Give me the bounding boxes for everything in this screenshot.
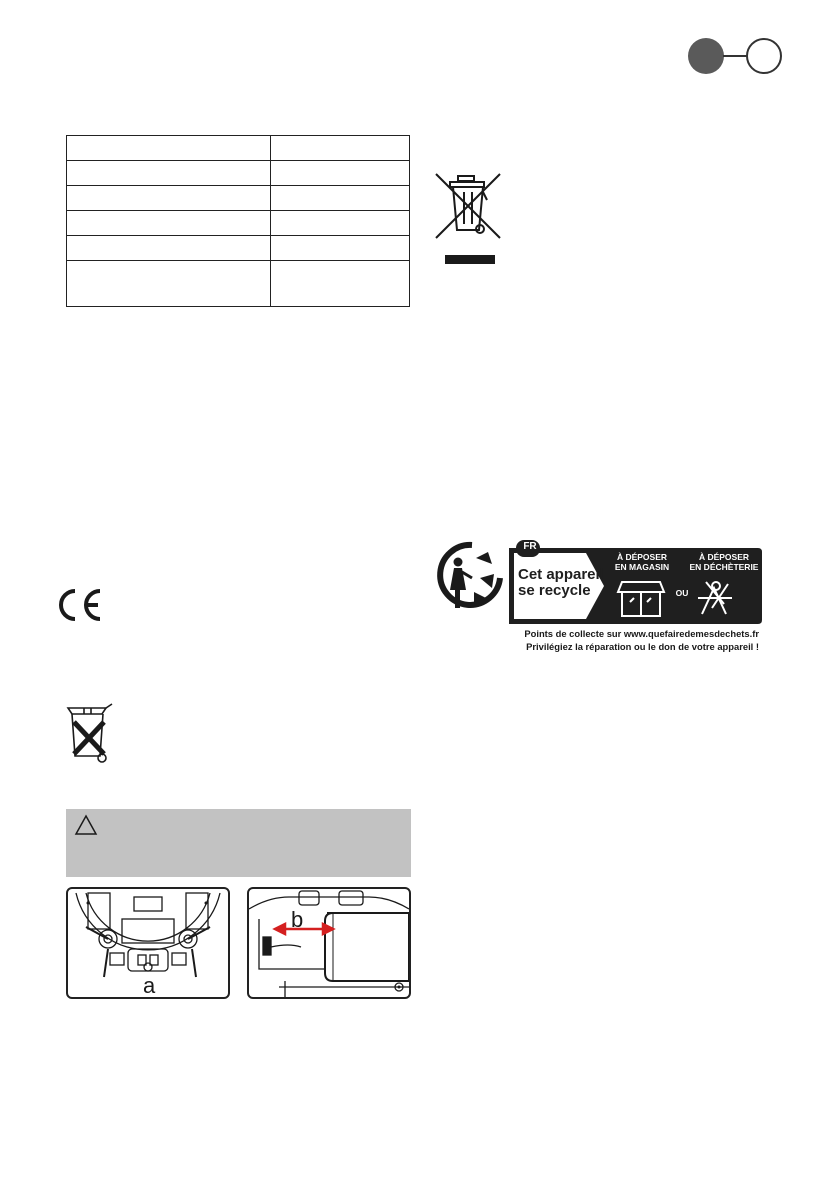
table-cell-value [271, 161, 410, 186]
table-cell-label [67, 211, 271, 236]
triman-option-store [608, 552, 676, 572]
table-cell-value [271, 236, 410, 261]
triman-headline-line2: se recycle [518, 582, 591, 599]
language-indicator-active [688, 38, 724, 74]
table-cell-value [271, 136, 410, 161]
weee-bin-icon [432, 170, 504, 266]
triman-option-waste-line1: À DÉPOSER [698, 552, 750, 562]
table-row [67, 211, 410, 236]
figure-a-label: a [143, 973, 156, 998]
warning-triangle-icon [74, 814, 98, 836]
table-cell-label [67, 136, 271, 161]
triman-option-waste [684, 552, 764, 572]
triman-icon [440, 545, 500, 608]
triman-footer [514, 627, 759, 653]
ce-mark-icon [54, 588, 104, 622]
triman-option-store-line1: À DÉPOSER [616, 552, 668, 562]
triman-or: OU [675, 588, 689, 598]
triman-option-waste-line2: EN DÉCHÈTERIE [689, 562, 759, 572]
triman-headline-line1: Cet appareil [518, 566, 604, 583]
triman-option-store-line2: EN MAGASIN [614, 562, 670, 572]
triman-footer-line2: Privilégiez la réparation ou le don de votre appareil ! [526, 641, 759, 652]
spec-table [66, 135, 410, 307]
battery-bin-icon [62, 700, 116, 766]
table-cell-label [67, 186, 271, 211]
triman-country: FR [523, 541, 537, 552]
figure-b-battery-compartment [247, 887, 411, 999]
table-row [67, 261, 410, 307]
table-cell-value [271, 211, 410, 236]
table-row [67, 236, 410, 261]
table-row [67, 136, 410, 161]
figure-b-label: b [291, 907, 304, 932]
table-cell-label [67, 161, 271, 186]
table-cell-label [67, 261, 271, 307]
ce-mark-text [54, 588, 55, 589]
table-row [67, 186, 410, 211]
battery-compartment-illustration [249, 889, 409, 997]
language-indicator-inactive [746, 38, 782, 74]
table-cell-label [67, 236, 271, 261]
table-cell-value [271, 261, 410, 307]
table-cell-value [271, 186, 410, 211]
warning-box [66, 809, 411, 877]
triman-headline [518, 567, 604, 599]
triman-footer-line1: Points de collecte sur www.quefairedemesdechets.fr [524, 628, 759, 639]
table-row [67, 161, 410, 186]
language-indicator-connector [723, 55, 747, 57]
